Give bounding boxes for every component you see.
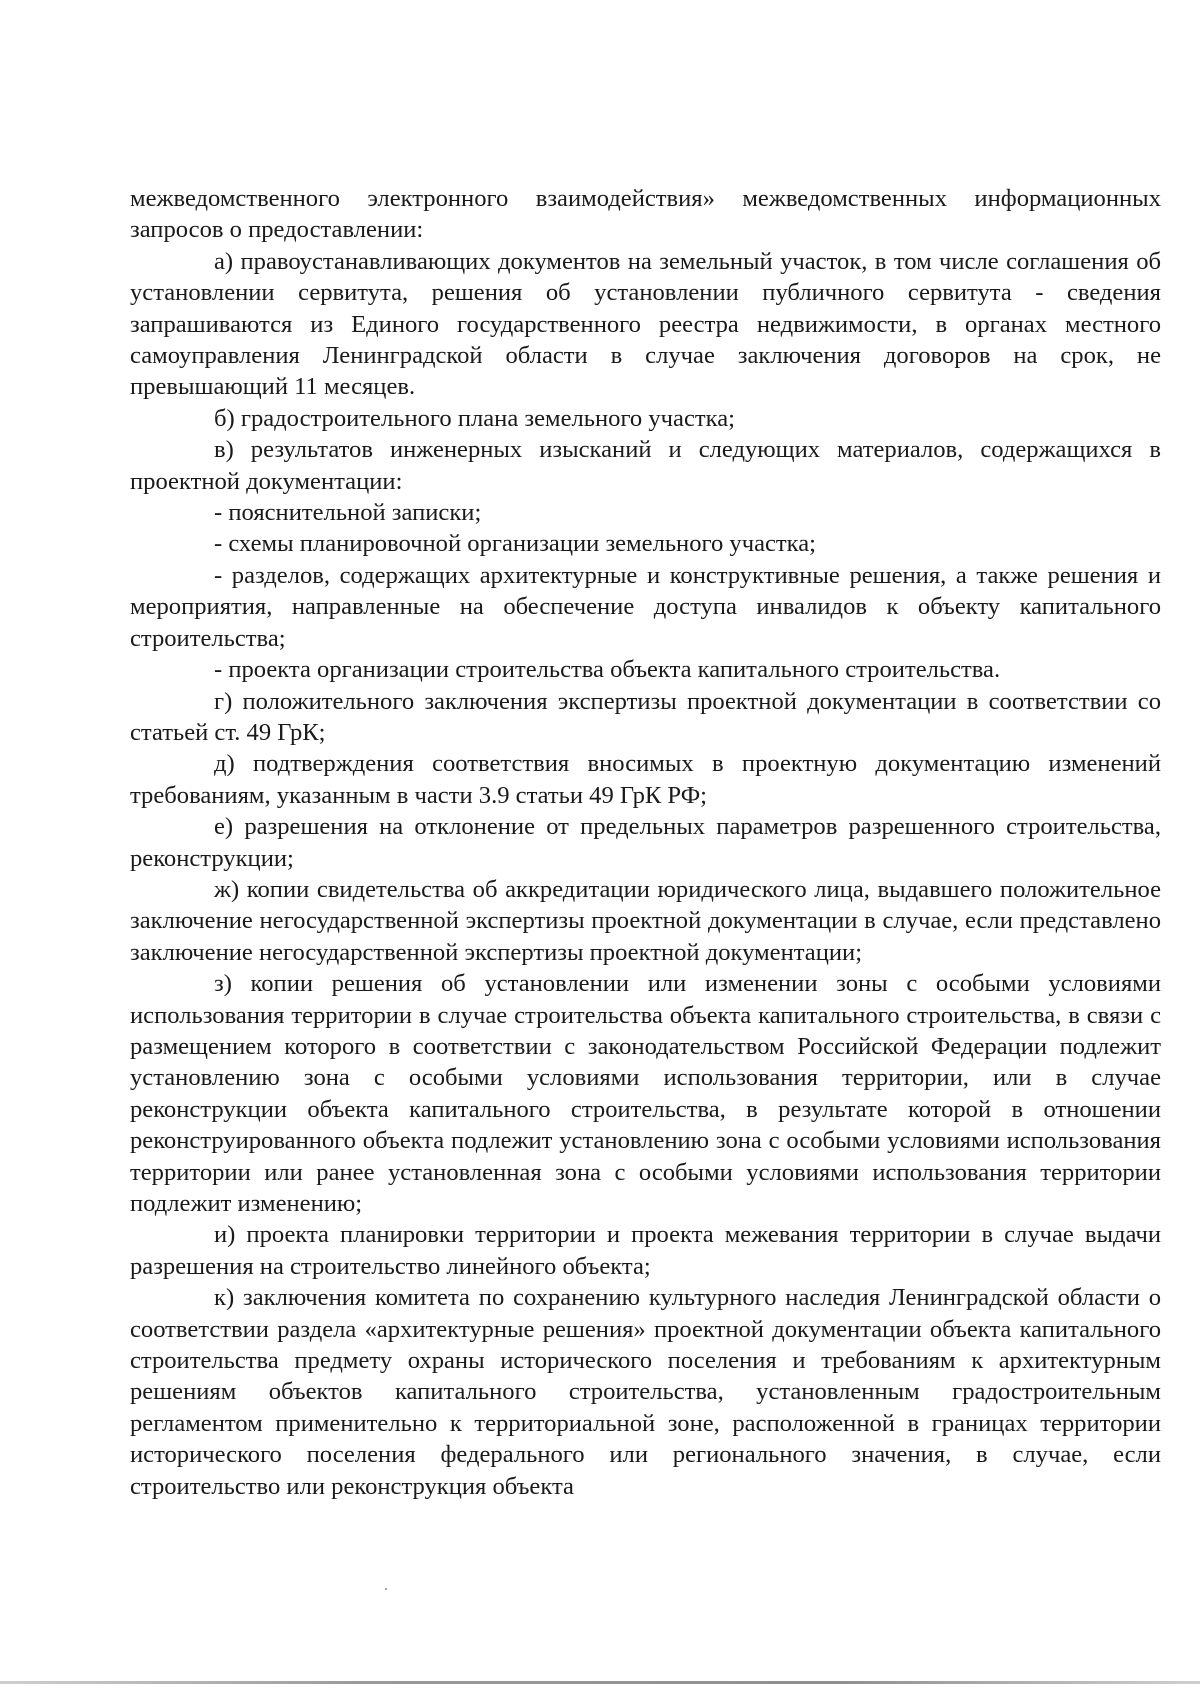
paragraph-item-z: з) копии решения об установлении или изменении зоны с особыми условиями использования территории в случае строительства объекта капитального строительства, в связи с размещением которого в соответствии с законодательством Российской Федерации подлежит установлению зона с особыми условиями использования территории, или в случае реконструкции объекта капитального строительства, в результате которой в отношении реконструированного объекта подлежит установлению зона с особыми условиями использования территории или ранее установленная зона с особыми условиями использования территории подлежит изменению; [130,970,1161,1217]
paragraph-subitem-site-plan: - схемы планировочной организации земельного участка; [214,530,817,558]
paragraph-item-i: и) проекта планировки территории и проекта межевания территории в случае выдачи разрешения на строительство линейного объекта; [130,1221,1161,1280]
paragraph-item-a: а) правоустанавливающих документов на земельный участок, в том числе соглашения об установлении сервитута, решения об установлении публичного сервитута - сведения запрашиваются из Единого государственного реестра недвижимости, в органах местного самоуправления Ленинградской области в случае заключения договоров на срок, не превышающий 11 месяцев. [130,247,1161,401]
paragraph-item-v: в) результатов инженерных изысканий и следующих материалов, содержащихся в проектной документации: [130,436,1161,495]
paragraph-subitem-explanatory-note: - пояснительной записки; [214,499,482,527]
paragraph-item-b: б) градостроительного плана земельного участка; [214,404,735,432]
paragraph-item-g: г) положительного заключения экспертизы проектной документации в соответствии со статьей ст. 49 ГрК; [130,687,1161,746]
paragraph-subitem-construction-organization: - проекта организации строительства объекта капитального строительства. [214,656,1001,684]
paragraph-subitem-architectural-sections: - разделов, содержащих архитектурные и конструктивные решения, а также решения и мероприятия, направленные на обеспечение доступа инвалидов к объекту капитального строительства; [130,561,1161,652]
paragraph-item-zh: ж) копии свидетельства об аккредитации юридического лица, выдавшего положительное заключение негосударственной экспертизы проектной документации в случае, если представлено заключение негосударственной экспертизы проектной документации; [130,875,1161,966]
scan-speck [385,1588,387,1590]
paragraph-intro-continuation: межведомственного электронного взаимодействия» межведомственных информационных запросов о предоставлении: [130,185,1161,244]
paragraph-item-e: е) разрешения на отклонение от предельных параметров разрешенного строительства, реконструкции; [130,813,1161,872]
scan-bottom-edge-line [0,1681,1200,1684]
paragraph-item-k: к) заключения комитета по сохранению культурного наследия Ленинградской области о соответствии раздела «архитектурные решения» проектной документации объекта капитального строительства предмету охраны исторического поселения и требованиям к архитектурным решениям объектов капитального строительства, установленным градостроительным регламентом применительно к территориальной зоне, расположенной в границах территории исторического поселения федерального или регионального значения, в случае, если строительство или реконструкция объекта [130,1284,1161,1500]
paragraph-item-d: д) подтверждения соответствия вносимых в проектную документацию изменений требованиям, указанным в части 3.9 статьи 49 ГрК РФ; [130,750,1161,809]
document-body [130,183,1161,1502]
